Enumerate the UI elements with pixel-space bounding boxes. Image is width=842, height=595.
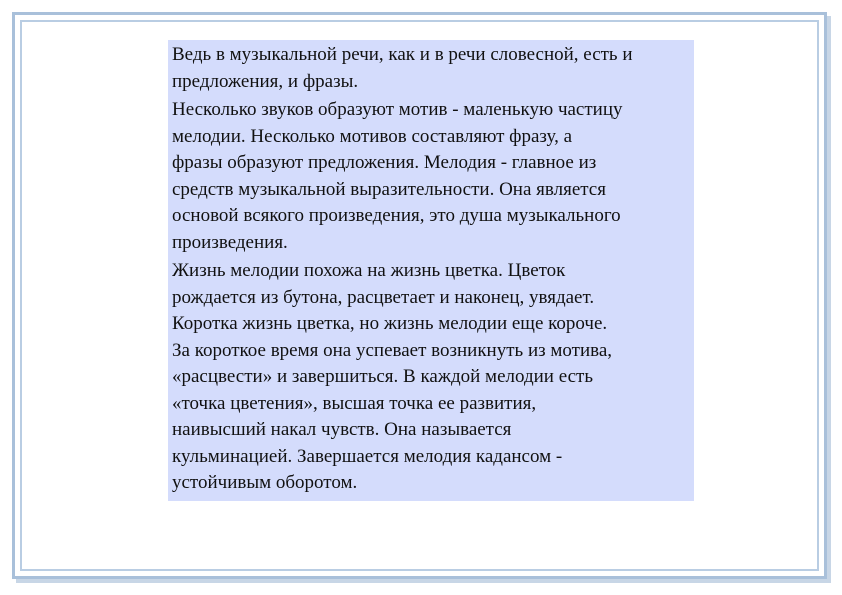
paragraph-melody: Несколько звуков образуют мотив - маленькую частицу мелодии. Несколько мотивов составляют фразу, а фразы образуют предложения. Мелодия - главное из средств музыкальной выразительности. Она является основой всякого произведения, это душа музыкального произведения.: [172, 99, 623, 253]
paragraph-intro: Ведь в музыкальной речи, как и в речи словесной, есть и предложения, и фразы.: [172, 44, 633, 92]
text-box: [168, 40, 694, 501]
frame-shadow-bottom: [16, 579, 831, 583]
frame-shadow-right: [827, 16, 831, 583]
paragraph-flower: Жизнь мелодии похожа на жизнь цветка. Цветок рождается из бутона, расцветает и наконец, увядает. Коротка жизнь цветка, но жизнь мелодии еще короче. За короткое время она успевает возникнуть из мотива, «расцвести» и завершиться. В каждой мелодии есть «точка цветения», высшая точка ее развития, наивысший накал чувств. Она называется кульминацией. Завершается мелодия кадансом - устойчивым оборотом.: [172, 260, 613, 493]
